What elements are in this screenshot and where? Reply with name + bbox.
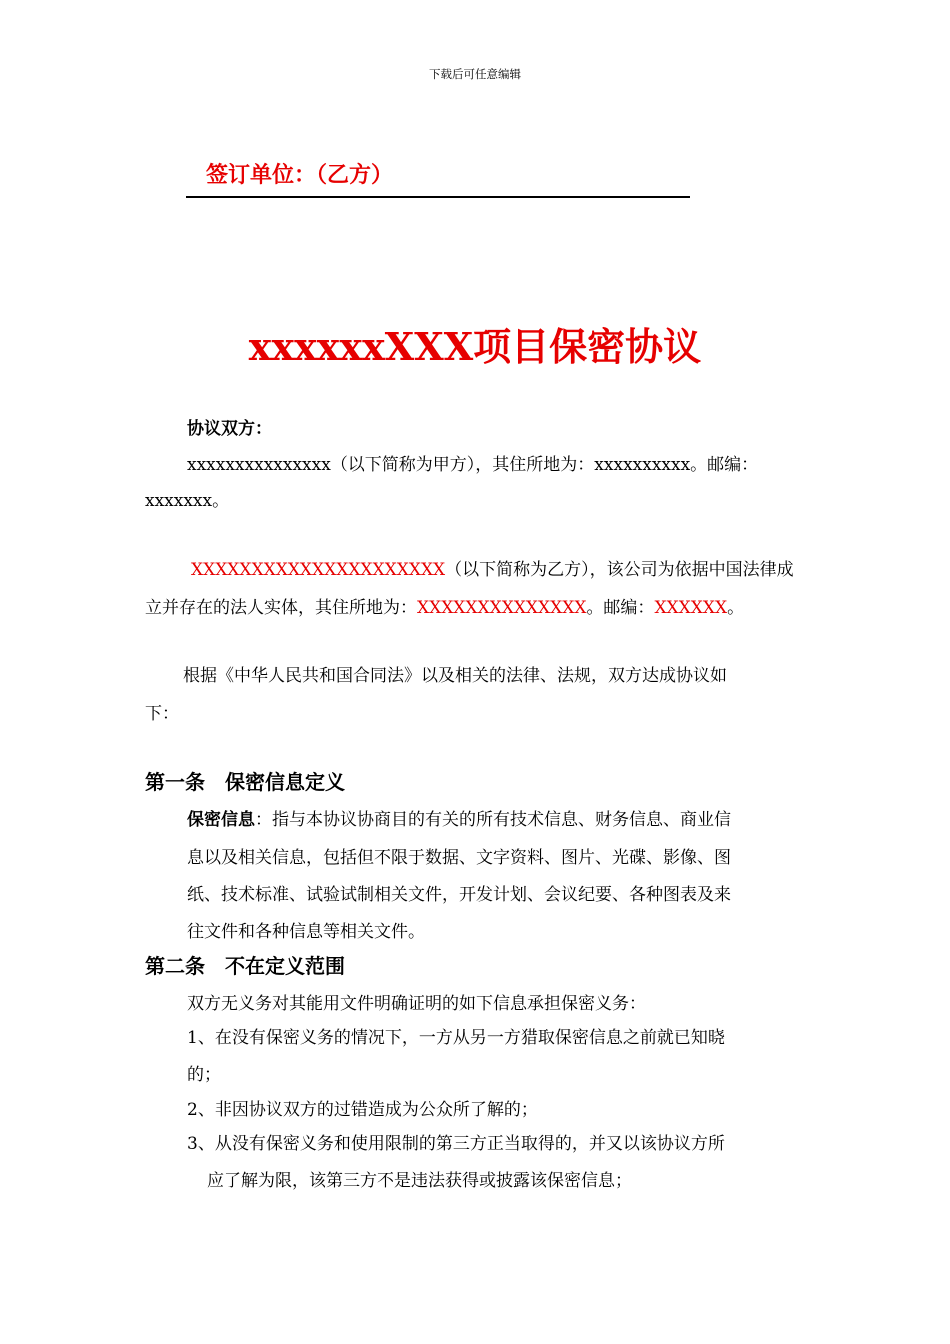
signing-party-underline (186, 196, 690, 198)
party-b-text-2a: 立并存在的法人实体，其住所地为： (145, 598, 417, 618)
party-a-line-1 (187, 450, 758, 475)
basis-line-2: 下： (145, 704, 179, 724)
article-1-term: 保密信息 (187, 810, 255, 830)
article-2-intro: 双方无义务对其能用文件明确证明的如下信息承担保密义务： (187, 994, 646, 1014)
party-a-text-1: （以下简称为甲方），其住所地为：xxxxxxxxxx。邮编： (330, 455, 759, 475)
article-1-line-2: 息以及相关信息，包括但不限于数据、文字资料、图片、光碟、影像、图 (187, 848, 731, 868)
party-b-text-2b: 。邮编： (586, 598, 655, 618)
article-1-line-1 (187, 805, 731, 830)
party-b-text-2c: 。 (727, 598, 745, 618)
party-b-postcode: XXXXXX (654, 598, 728, 618)
article-2-item-3-line-1: 3、从没有保密义务和使用限制的第三方正当取得的，并又以该协议方所 (187, 1134, 725, 1154)
article-2-item-1-line-2: 的； (187, 1065, 221, 1085)
article-2-item-3-line-2: 应了解为限，该第三方不是违法获得或披露该保密信息； (207, 1171, 632, 1191)
document-title: xxxxxxXXX项目保密协议 (248, 324, 702, 369)
parties-heading: 协议双方： (187, 419, 272, 439)
basis-line-1: 根据《中华人民共和国合同法》以及相关的法律、法规，双方达成协议如 (183, 666, 727, 686)
party-b-text-1: （以下简称为乙方），该公司为依据中国法律成 (445, 560, 794, 580)
party-a-line-2: xxxxxxx。 (145, 491, 230, 511)
article-1-text-1: ：指与本协议协商目的有关的所有技术信息、财务信息、商业信 (255, 810, 731, 830)
party-a-name: xxxxxxxxxxxxxxx (187, 455, 331, 475)
party-b-line-1 (191, 555, 794, 580)
article-2-item-2: 2、非因协议双方的过错造成为公众所了解的； (187, 1100, 538, 1120)
article-2-item-1-line-1: 1、在没有保密义务的情况下，一方从另一方猎取保密信息之前就已知晓 (187, 1028, 725, 1048)
party-b-address: XXXXXXXXXXXXXX (417, 598, 587, 618)
party-b-line-2 (145, 593, 744, 618)
header-note: 下载后可任意编辑 (429, 67, 521, 81)
party-b-name: XXXXXXXXXXXXXXXXXXXXX (191, 560, 446, 580)
article-1-heading: 第一条 保密信息定义 (145, 770, 345, 794)
signing-party-label: 签订单位：（乙方） (206, 163, 394, 188)
article-2-heading: 第二条 不在定义范围 (145, 954, 345, 978)
article-1-line-4: 往文件和各种信息等相关文件。 (187, 922, 425, 942)
article-1-line-3: 纸、技术标准、试验试制相关文件，开发计划、会议纪要、各种图表及来 (187, 885, 731, 905)
